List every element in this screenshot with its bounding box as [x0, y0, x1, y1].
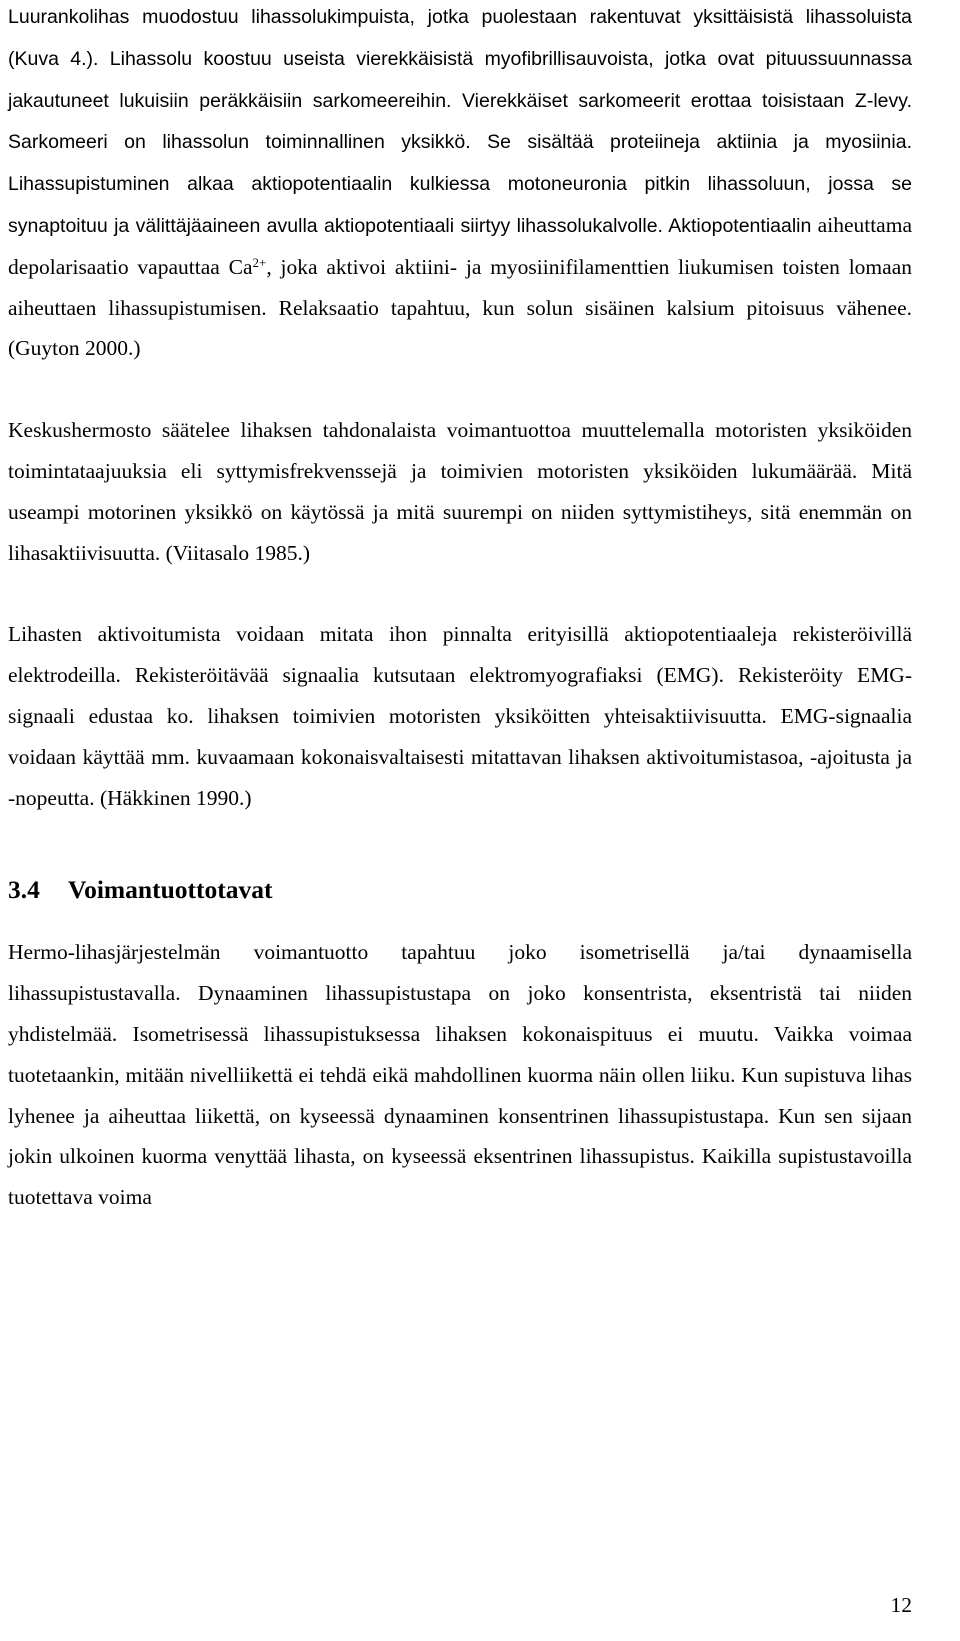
paragraph-sans-text: Luurankolihas muodostuu lihassolukimpuista, jotka puolestaan rakentuvat yksittäisistä lihassoluista (Kuva 4.). Lihassolu koostuu useista vierekkäisistä myofibrillisauvoista, jotka ovat pituussuunnassa jakautuneet lukuisiin peräkkäisiin sarkomeereihin. Vierekkäiset sarkomeerit erottaa toisistaan Z-levy. Sarkomeeri on lihassolun toiminnallinen yksikkö. Se sisältää proteiineja aktiinia ja myosiinia. Lihassupistuminen alkaa aktiopotentiaalin kulkiessa motoneuronia pitkin lihassoluun, jossa se synaptoituu ja välittäjäaineen avulla aktiopotentiaali siirtyy lihassolukalvolle. Aktiopotentiaalin	[8, 6, 912, 237]
page-number: 12	[890, 1593, 912, 1617]
paragraph-muscle-structure	[8, 0, 912, 369]
document-page	[8, 0, 912, 1218]
paragraph-serif-text-end: , joka aktivoi aktiini- ja myosiinifilamenttien liukumisen toisten lomaan aiheuttaen lihassupistumisen. Relaksaatio tapahtuu, kun solun sisäinen kalsium pitoisuus vähenee. (Guyton 2000.)	[8, 254, 912, 361]
paragraph-serif-text: aiheuttama depolarisaatio vapauttaa Ca	[8, 212, 912, 279]
calcium-superscript: 2+	[252, 254, 267, 270]
paragraph-force-production: Hermo-lihasjärjestelmän voimantuotto tapahtuu joko isometrisellä ja/tai dynaamisella lihassupistustavalla. Dynaaminen lihassupistustapa on joko konsentrista, eksentristä tai niiden yhdistelmää. Isometrisessä lihassupistuksessa lihaksen kokonaispituus ei muutu. Vaikka voimaa tuotetaankin, mitään nivelliikettä ei tehdä eikä mahdollinen kuorma näin ollen liiku. Kun supistuva lihas lyhenee ja aiheuttaa liikettä, on kyseessä dynaaminen konsentrinen lihassupistustapa. Kun sen sijaan jokin ulkoinen kuorma venyttää lihasta, on kyseessä eksentrinen lihassupistus. Kaikilla supistustavoilla tuotettava voima	[8, 940, 912, 1210]
paragraph-motor-units: Keskushermosto säätelee lihaksen tahdonalaista voimantuottoa muuttelemalla motoristen yksiköiden toimintataajuuksia eli syttymisfrekvenssejä ja toimivien motoristen yksiköiden lukumäärää. Mitä useampi motorinen yksikkö on käytössä ja mitä suurempi on niiden syttymistiheys, sitä enemmän on lihasaktiivisuutta. (Viitasalo 1985.)	[8, 418, 912, 565]
section-number: 3.4	[8, 875, 40, 905]
section-title: Voimantuottotavat	[68, 875, 273, 905]
paragraph-emg: Lihasten aktivoitumista voidaan mitata ihon pinnalta erityisillä aktiopotentiaaleja rekisteröivillä elektrodeilla. Rekisteröitävää signaalia kutsutaan elektromyografiaksi (EMG). Rekisteröity EMG-signaali edustaa ko. lihaksen toimivien motoristen yksiköitten yhteisaktiivisuutta. EMG-signaalia voidaan käyttää mm. kuvaamaan kokonaisvaltaisesti mitattavan lihaksen aktivoitumistasoa, -ajoitusta ja -nopeutta. (Häkkinen 1990.)	[8, 622, 912, 810]
section-heading	[8, 870, 912, 910]
